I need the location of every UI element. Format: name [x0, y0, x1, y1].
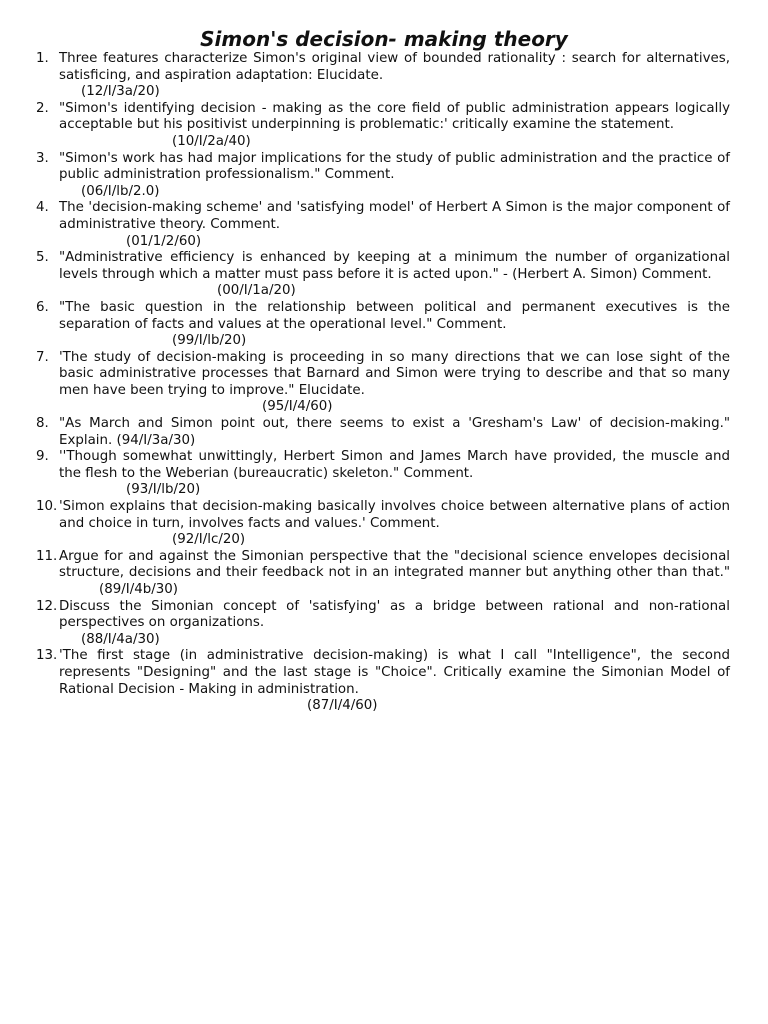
- list-item: [0, 101, 768, 151]
- exam-code: (01/1/2/60): [126, 233, 202, 249]
- item-number: 1.: [36, 51, 49, 66]
- exam-code: (10/I/2a/40): [172, 133, 251, 149]
- item-number: 10.: [36, 499, 58, 515]
- exam-code: (88/I/4a/30): [81, 631, 160, 647]
- question-text: The 'decision-making scheme' and 'satisfying model' of Herbert A Simon is the major component of administrative theory. Comment.: [59, 200, 730, 232]
- question-text-body: Argue for and against the Simonian perspective that the "decisional science envelopes decisional structure, decisions and their feedback not in an integrated manner but anything other than that.": [59, 548, 730, 581]
- item-number: 13.: [36, 648, 58, 664]
- exam-code: (93/I/lb/20): [126, 482, 201, 498]
- exam-code: (12/I/3a/20): [81, 84, 160, 100]
- exam-code: (92/I/lc/20): [172, 532, 246, 548]
- exam-code: (00/I/1a/20): [217, 283, 296, 299]
- question-text: Three features characterize Simon's original view of bounded rationality : search for alternatives, satisficing, and aspiration adaptation: Elucidate.: [59, 51, 730, 83]
- item-number: 12.: [36, 598, 58, 614]
- item-number: 3.: [36, 150, 49, 166]
- list-item: [0, 549, 768, 599]
- item-number: 11.: [36, 548, 58, 564]
- item-number: 7.: [36, 349, 49, 365]
- item-number: 9.: [36, 449, 49, 465]
- question-text: ''Though somewhat unwittingly, Herbert Simon and James March have provided, the muscle and the flesh to the Weberian (bureaucratic) skeleton." Comment.: [59, 449, 730, 481]
- list-item: [0, 350, 768, 416]
- question-list: [0, 51, 768, 715]
- question-text: "The basic question in the relationship between political and permanent executives is the separation of facts and values at the operational level." Comment.: [59, 299, 730, 332]
- exam-code: (99/I/lb/20): [172, 333, 247, 349]
- list-item: [0, 416, 768, 449]
- list-item: [0, 300, 768, 350]
- exam-code: (87/I/4/60): [307, 698, 378, 714]
- list-item: [0, 449, 768, 499]
- list-item: [0, 151, 768, 201]
- item-number: 4.: [36, 200, 49, 216]
- question-text: "As March and Simon point out, there seems to exist a 'Gresham's Law' of decision-making." Explain. (94/I/3a/30): [59, 416, 730, 448]
- question-text: 'The first stage (in administrative decision-making) is what I call "Intelligence", the second represents "Designing" and the last stage is "Choice". Critically examine the Simonian Model of Rational Decision - Making in administration.: [59, 648, 730, 697]
- exam-code: (95/I/4/60): [262, 399, 333, 415]
- item-number: 6.: [36, 299, 49, 315]
- item-number: 2.: [36, 100, 49, 116]
- question-text: Discuss the Simonian concept of 'satisfying' as a bridge between rational and non-rational perspectives on organizations.: [59, 598, 730, 631]
- question-text: 'The study of decision-making is proceeding in so many directions that we can lose sight of the basic administrative processes that Barnard and Simon were trying to describe and that so many men have been trying to improve." Elucidate.: [59, 349, 730, 398]
- list-item: [0, 599, 768, 649]
- list-item: [0, 51, 768, 101]
- page-title: Simon's decision- making theory: [200, 27, 568, 51]
- exam-code: (89/I/4b/30): [99, 582, 179, 597]
- question-text: 'Simon explains that decision-making basically involves choice between alternative plans of action and choice in turn, involves facts and values.' Comment.: [59, 499, 730, 531]
- question-text: "Simon's identifying decision - making as the core field of public administration appears logically acceptable but his positivist underpinning is problematic:' critically examine the statement.: [59, 100, 730, 133]
- list-item: [0, 200, 768, 250]
- question-text: "Administrative efficiency is enhanced by keeping at a minimum the number of organizational levels through which a matter must pass before it is acted upon." - (Herbert A. Simon) Comment.: [59, 250, 730, 282]
- question-text: [59, 549, 730, 599]
- list-item: [0, 499, 768, 549]
- item-number: 5.: [36, 250, 49, 266]
- item-number: 8.: [36, 416, 49, 432]
- list-item: [0, 648, 768, 714]
- exam-code: (06/I/lb/2.0): [81, 183, 160, 199]
- list-item: [0, 250, 768, 300]
- question-text: "Simon's work has had major implications for the study of public administration and the practice of public administration professionalism." Comment.: [59, 150, 730, 183]
